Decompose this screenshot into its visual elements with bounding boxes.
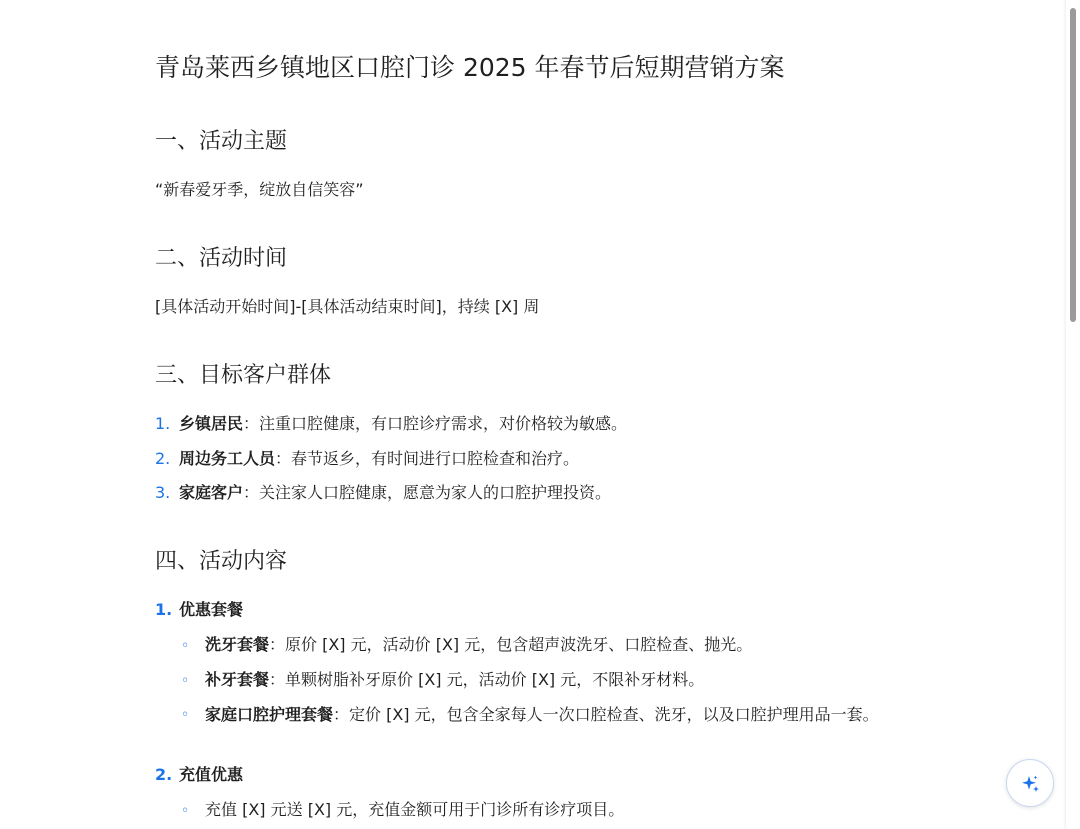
bullet-icon: ◦ [181, 638, 190, 654]
bullet-item [181, 702, 903, 728]
section-heading-content: 四、活动内容 [155, 549, 288, 574]
list-number: 2. [155, 449, 171, 468]
bullet-icon: ◦ [181, 707, 190, 723]
bullet-item [181, 632, 752, 659]
ai-assist-button[interactable] [1006, 759, 1054, 807]
list-item [155, 412, 627, 436]
bullet-text: ：单颗树脂补牙原价 [X] 元，活动价 [X] 元，不限补牙材料。 [269, 670, 705, 689]
group-title: 充值优惠 [179, 765, 244, 784]
bullet-text: ：定价 [X] 元，包含全家每人一次口腔检查、洗牙，以及口腔护理用品一套。 [333, 705, 879, 724]
bullet-icon: ◦ [181, 803, 190, 819]
list-item [155, 447, 579, 471]
bullet-title: 补牙套餐 [205, 670, 270, 689]
group-heading [155, 763, 243, 787]
list-item-text: ：关注家人口腔健康，愿意为家人的口腔护理投资。 [243, 483, 612, 502]
bullet-icon: ◦ [181, 673, 190, 689]
section-heading-time: 二、活动时间 [155, 246, 288, 271]
bullet-item [181, 667, 704, 694]
group-number: 2. [155, 765, 173, 784]
sparkle-icon [1020, 773, 1042, 795]
bullet-title: 洗牙套餐 [205, 635, 270, 654]
bullet-text: 充值 [X] 元送 [X] 元，充值金额可用于门诊所有诊疗项目。 [205, 800, 625, 819]
list-item-title: 周边务工人员 [179, 449, 276, 468]
theme-text: “新春爱牙季，绽放自信笑容” [155, 180, 364, 199]
list-item [155, 481, 611, 505]
document-title: 青岛莱西乡镇地区口腔门诊 2025 年春节后短期营销方案 [155, 53, 785, 82]
list-item-title: 乡镇居民 [179, 414, 244, 433]
list-item-text: ：春节返乡，有时间进行口腔检查和治疗。 [275, 449, 580, 468]
section-heading-theme: 一、活动主题 [155, 129, 288, 154]
group-heading [155, 598, 243, 622]
vertical-scrollbar[interactable] [1066, 0, 1080, 829]
bullet-title: 家庭口腔护理套餐 [205, 705, 334, 724]
bullet-text: ：原价 [X] 元，活动价 [X] 元，包含超声波洗牙、口腔检查、抛光。 [269, 635, 753, 654]
section-heading-audience: 三、目标客户群体 [155, 363, 332, 388]
list-item-text: ：注重口腔健康，有口腔诊疗需求，对价格较为敏感。 [243, 414, 628, 433]
time-text: [具体活动开始时间]-[具体活动结束时间]，持续 [X] 周 [155, 297, 540, 316]
group-number: 1. [155, 600, 173, 619]
list-item-title: 家庭客户 [179, 483, 244, 502]
bullet-item [181, 797, 624, 824]
list-number: 1. [155, 414, 171, 433]
list-number: 3. [155, 483, 171, 502]
group-title: 优惠套餐 [179, 600, 244, 619]
scrollbar-thumb[interactable] [1070, 8, 1076, 322]
